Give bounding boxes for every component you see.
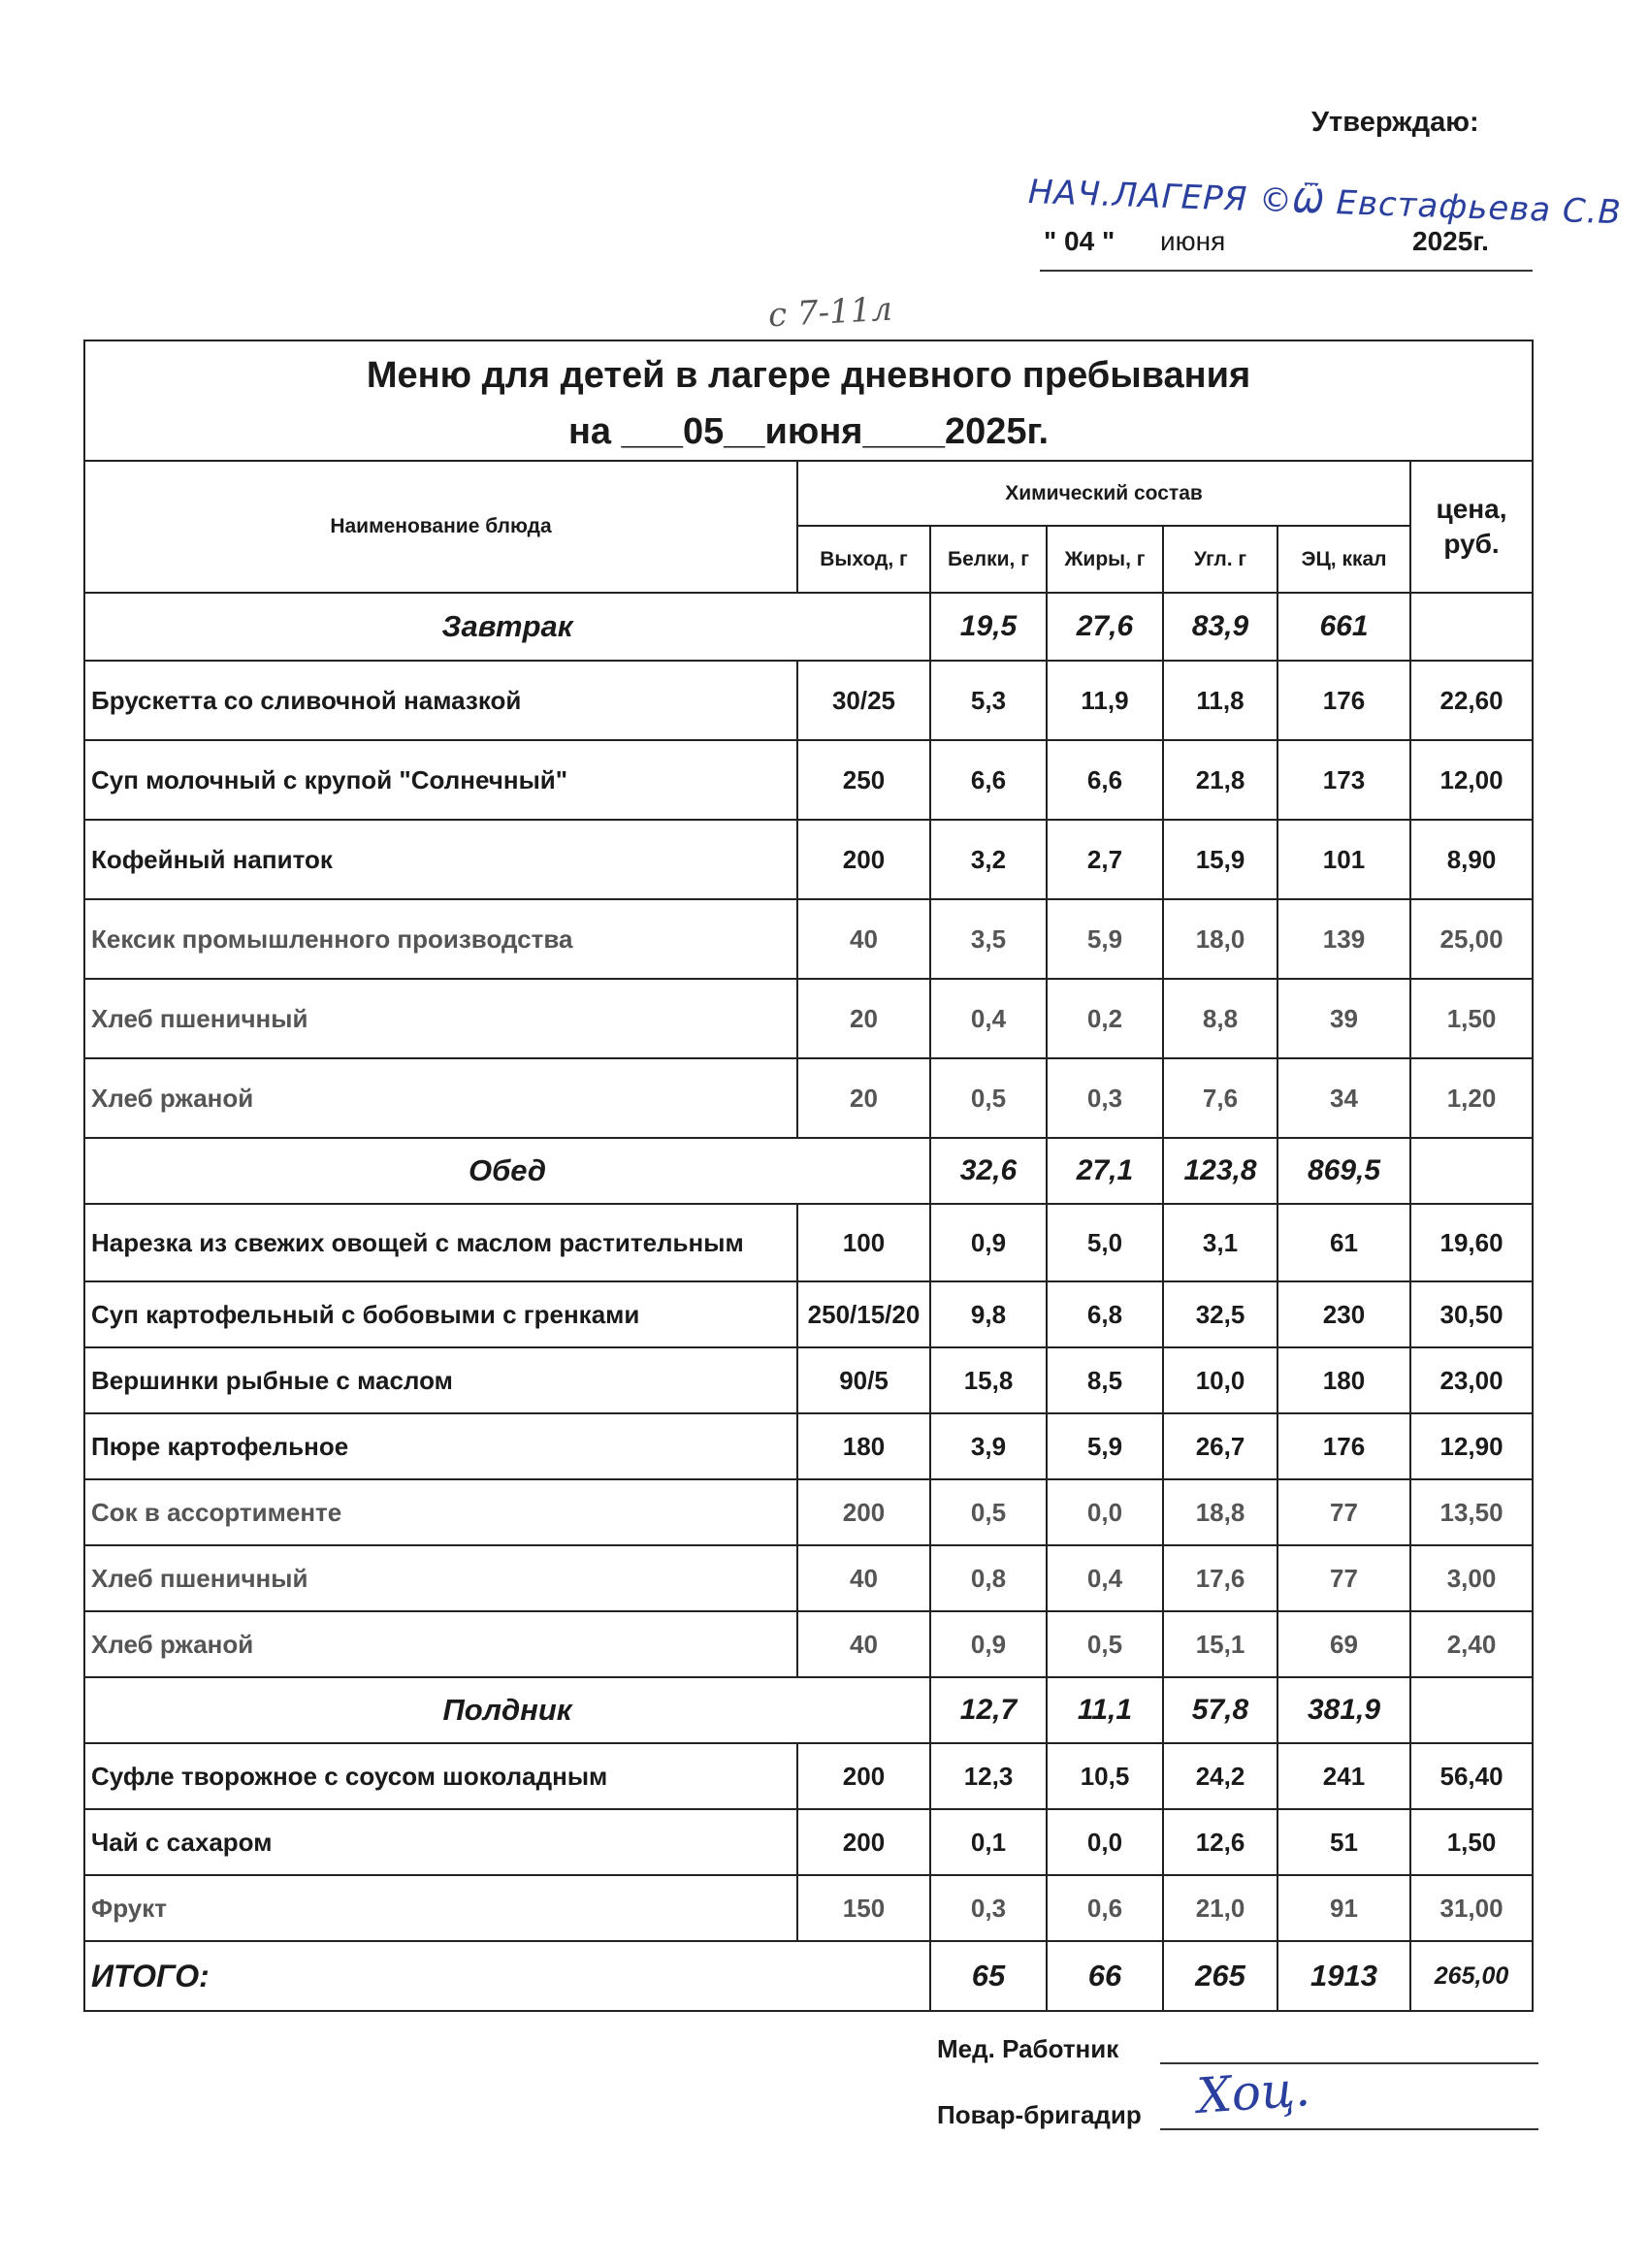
- section-sum: 869,5: [1277, 1138, 1410, 1204]
- dish-value: 2,7: [1047, 820, 1163, 899]
- dish-value: 77: [1277, 1545, 1410, 1611]
- col-name-header: Наименование блюда: [84, 461, 797, 593]
- dish-value: 3,2: [930, 820, 1047, 899]
- dish-value: 34: [1277, 1058, 1410, 1138]
- dish-value: 200: [797, 820, 930, 899]
- dish-value: 5,9: [1047, 1413, 1163, 1479]
- section-sum: 12,7: [930, 1677, 1047, 1743]
- title-row: [84, 340, 1533, 461]
- dish-value: 200: [797, 1743, 930, 1809]
- dish-value: 13,50: [1410, 1479, 1533, 1545]
- date-day: " 04 ": [1044, 226, 1116, 256]
- dish-value: 1,50: [1410, 1809, 1533, 1875]
- menu-title: [84, 340, 1533, 461]
- dish-value: 8,5: [1047, 1347, 1163, 1413]
- section-name: Полдник: [84, 1677, 930, 1743]
- dish-name: Суп картофельный с бобовыми с гренками: [84, 1281, 797, 1347]
- table-row: [84, 1743, 1533, 1809]
- table-row: [84, 1058, 1533, 1138]
- dish-value: 0,3: [1047, 1058, 1163, 1138]
- total-value: 1913: [1277, 1941, 1410, 2011]
- total-value: 65: [930, 1941, 1047, 2011]
- section-sum: 381,9: [1277, 1677, 1410, 1743]
- dish-name: Суп молочный с крупой "Солнечный": [84, 740, 797, 820]
- section-row: [84, 1138, 1533, 1204]
- section-row: [84, 593, 1533, 661]
- dish-value: 0,5: [930, 1479, 1047, 1545]
- dish-value: 24,2: [1163, 1743, 1277, 1809]
- dish-value: 18,0: [1163, 899, 1277, 979]
- section-sum: 11,1: [1047, 1677, 1163, 1743]
- dish-value: 77: [1277, 1479, 1410, 1545]
- dish-value: 15,9: [1163, 820, 1277, 899]
- age-note: с 7-11л: [767, 289, 893, 336]
- cook-line: [1160, 2128, 1538, 2130]
- dish-name: Чай с сахаром: [84, 1809, 797, 1875]
- dish-value: 6,8: [1047, 1281, 1163, 1347]
- dish-value: 20: [797, 1058, 930, 1138]
- cook-label: Повар-бригадир: [937, 2100, 1142, 2129]
- date-year: 2025г.: [1412, 226, 1489, 256]
- dish-value: 241: [1277, 1743, 1410, 1809]
- dish-value: 0,2: [1047, 979, 1163, 1058]
- dish-value: 230: [1277, 1281, 1410, 1347]
- section-name: Завтрак: [84, 593, 930, 661]
- dish-value: 1,50: [1410, 979, 1533, 1058]
- section-price-empty: [1410, 1138, 1533, 1204]
- menu-title-line2: на ___05__июня____2025г.: [567, 411, 1050, 452]
- dish-name: Кексик промышленного производства: [84, 899, 797, 979]
- date-month: июня: [1160, 226, 1226, 256]
- dish-value: 0,4: [930, 979, 1047, 1058]
- section-sum: 27,1: [1047, 1138, 1163, 1204]
- dish-value: 8,90: [1410, 820, 1533, 899]
- menu-table: [83, 340, 1534, 2012]
- dish-value: 18,8: [1163, 1479, 1277, 1545]
- dish-value: 12,6: [1163, 1809, 1277, 1875]
- dish-value: 9,8: [930, 1281, 1047, 1347]
- cook-signature: Хоц.: [1195, 2060, 1312, 2124]
- table-row: [84, 740, 1533, 820]
- dish-value: 32,5: [1163, 1281, 1277, 1347]
- approve-label: Утверждаю:: [1311, 107, 1479, 138]
- col-chem-header: Химический состав: [797, 461, 1410, 526]
- dish-value: 91: [1277, 1875, 1410, 1941]
- dish-value: 176: [1277, 661, 1410, 740]
- dish-value: 6,6: [1047, 740, 1163, 820]
- table-row: [84, 1875, 1533, 1941]
- total-value: 66: [1047, 1941, 1163, 2011]
- director-signature: НАЧ.ЛАГЕРЯ ©Ѿ Евстафьева С.В: [1027, 173, 1623, 233]
- section-sum: 57,8: [1163, 1677, 1277, 1743]
- dish-value: 39: [1277, 979, 1410, 1058]
- dish-value: 5,3: [930, 661, 1047, 740]
- subcol-header: Белки, г: [930, 526, 1047, 593]
- dish-value: 61: [1277, 1204, 1410, 1281]
- dish-name: Сок в ассортименте: [84, 1479, 797, 1545]
- dish-value: 30/25: [797, 661, 930, 740]
- dish-value: 40: [797, 1545, 930, 1611]
- dish-value: 0,3: [930, 1875, 1047, 1941]
- dish-name: Пюре картофельное: [84, 1413, 797, 1479]
- dish-value: 0,9: [930, 1611, 1047, 1677]
- dish-value: 5,0: [1047, 1204, 1163, 1281]
- dish-value: 0,1: [930, 1809, 1047, 1875]
- dish-value: 17,6: [1163, 1545, 1277, 1611]
- dish-value: 23,00: [1410, 1347, 1533, 1413]
- med-worker-label: Мед. Работник: [937, 2034, 1119, 2063]
- med-worker-line: [1160, 2062, 1538, 2064]
- dish-value: 10,0: [1163, 1347, 1277, 1413]
- dish-name: Фрукт: [84, 1875, 797, 1941]
- section-sum: 83,9: [1163, 593, 1277, 661]
- dish-value: 20: [797, 979, 930, 1058]
- dish-value: 0,5: [1047, 1611, 1163, 1677]
- dish-value: 200: [797, 1809, 930, 1875]
- section-price-empty: [1410, 1677, 1533, 1743]
- dish-value: 0,5: [930, 1058, 1047, 1138]
- dish-value: 11,8: [1163, 661, 1277, 740]
- dish-value: 250: [797, 740, 930, 820]
- dish-value: 2,40: [1410, 1611, 1533, 1677]
- section-sum: 27,6: [1047, 593, 1163, 661]
- table-row: [84, 1413, 1533, 1479]
- dish-value: 12,00: [1410, 740, 1533, 820]
- dish-value: 21,0: [1163, 1875, 1277, 1941]
- dish-value: 10,5: [1047, 1743, 1163, 1809]
- table-row: [84, 1204, 1533, 1281]
- total-row: [84, 1941, 1533, 2011]
- dish-value: 21,8: [1163, 740, 1277, 820]
- table-row: [84, 1347, 1533, 1413]
- dish-value: 250/15/20: [797, 1281, 930, 1347]
- dish-value: 0,9: [930, 1204, 1047, 1281]
- dish-value: 15,8: [930, 1347, 1047, 1413]
- dish-value: 3,9: [930, 1413, 1047, 1479]
- dish-name: Нарезка из свежих овощей с маслом растительным: [84, 1204, 797, 1281]
- dish-value: 15,1: [1163, 1611, 1277, 1677]
- dish-name: Хлеб пшеничный: [84, 979, 797, 1058]
- dish-value: 5,9: [1047, 899, 1163, 979]
- subcol-header: Жиры, г: [1047, 526, 1163, 593]
- dish-name: Хлеб ржаной: [84, 1058, 797, 1138]
- dish-value: 31,00: [1410, 1875, 1533, 1941]
- dish-name: Вершинки рыбные с маслом: [84, 1347, 797, 1413]
- total-label: ИТОГО:: [84, 1941, 930, 2011]
- dish-value: 0,8: [930, 1545, 1047, 1611]
- section-name: Обед: [84, 1138, 930, 1204]
- dish-value: 0,0: [1047, 1809, 1163, 1875]
- dish-value: 40: [797, 899, 930, 979]
- dish-name: Брускетта со сливочной намазкой: [84, 661, 797, 740]
- dish-value: 176: [1277, 1413, 1410, 1479]
- table-row: [84, 1545, 1533, 1611]
- table-row: [84, 979, 1533, 1058]
- total-value: 265: [1163, 1941, 1277, 2011]
- table-row: [84, 820, 1533, 899]
- dish-value: 90/5: [797, 1347, 930, 1413]
- col-price-header: цена, руб.: [1410, 461, 1533, 593]
- dish-value: 200: [797, 1479, 930, 1545]
- dish-name: Хлеб ржаной: [84, 1611, 797, 1677]
- table-row: [84, 1479, 1533, 1545]
- dish-value: 19,60: [1410, 1204, 1533, 1281]
- dish-value: 26,7: [1163, 1413, 1277, 1479]
- dish-value: 51: [1277, 1809, 1410, 1875]
- table-row: [84, 899, 1533, 979]
- dish-name: Кофейный напиток: [84, 820, 797, 899]
- dish-value: 3,1: [1163, 1204, 1277, 1281]
- dish-value: 3,5: [930, 899, 1047, 979]
- table-row: [84, 661, 1533, 740]
- dish-value: 3,00: [1410, 1545, 1533, 1611]
- dish-value: 180: [797, 1413, 930, 1479]
- dish-value: 1,20: [1410, 1058, 1533, 1138]
- dish-value: 22,60: [1410, 661, 1533, 740]
- subcol-header: Выход, г: [797, 526, 930, 593]
- section-row: [84, 1677, 1533, 1743]
- subcol-header: ЭЦ, ккал: [1277, 526, 1410, 593]
- section-sum: 32,6: [930, 1138, 1047, 1204]
- dish-value: 7,6: [1163, 1058, 1277, 1138]
- dish-name: Суфле творожное с соусом шоколадным: [84, 1743, 797, 1809]
- total-price: 265,00: [1410, 1941, 1533, 2011]
- table-row: [84, 1281, 1533, 1347]
- section-sum: 123,8: [1163, 1138, 1277, 1204]
- header-row-1: [84, 461, 1533, 526]
- dish-value: 40: [797, 1611, 930, 1677]
- dish-value: 25,00: [1410, 899, 1533, 979]
- section-sum: 19,5: [930, 593, 1047, 661]
- menu-title-line1: Меню для детей в лагере дневного пребывания: [366, 355, 1251, 396]
- dish-value: 100: [797, 1204, 930, 1281]
- dish-value: 12,90: [1410, 1413, 1533, 1479]
- dish-value: 139: [1277, 899, 1410, 979]
- dish-name: Хлеб пшеничный: [84, 1545, 797, 1611]
- dish-value: 30,50: [1410, 1281, 1533, 1347]
- dish-value: 56,40: [1410, 1743, 1533, 1809]
- dish-value: 0,6: [1047, 1875, 1163, 1941]
- dish-value: 0,0: [1047, 1479, 1163, 1545]
- dish-value: 150: [797, 1875, 930, 1941]
- table-row: [84, 1611, 1533, 1677]
- date-underline: [1040, 270, 1533, 272]
- dish-value: 101: [1277, 820, 1410, 899]
- dish-value: 69: [1277, 1611, 1410, 1677]
- dish-value: 8,8: [1163, 979, 1277, 1058]
- table-row: [84, 1809, 1533, 1875]
- dish-value: 173: [1277, 740, 1410, 820]
- dish-value: 180: [1277, 1347, 1410, 1413]
- section-sum: 661: [1277, 593, 1410, 661]
- dish-value: 0,4: [1047, 1545, 1163, 1611]
- dish-value: 11,9: [1047, 661, 1163, 740]
- dish-value: 12,3: [930, 1743, 1047, 1809]
- dish-value: 6,6: [930, 740, 1047, 820]
- section-price-empty: [1410, 593, 1533, 661]
- subcol-header: Угл. г: [1163, 526, 1277, 593]
